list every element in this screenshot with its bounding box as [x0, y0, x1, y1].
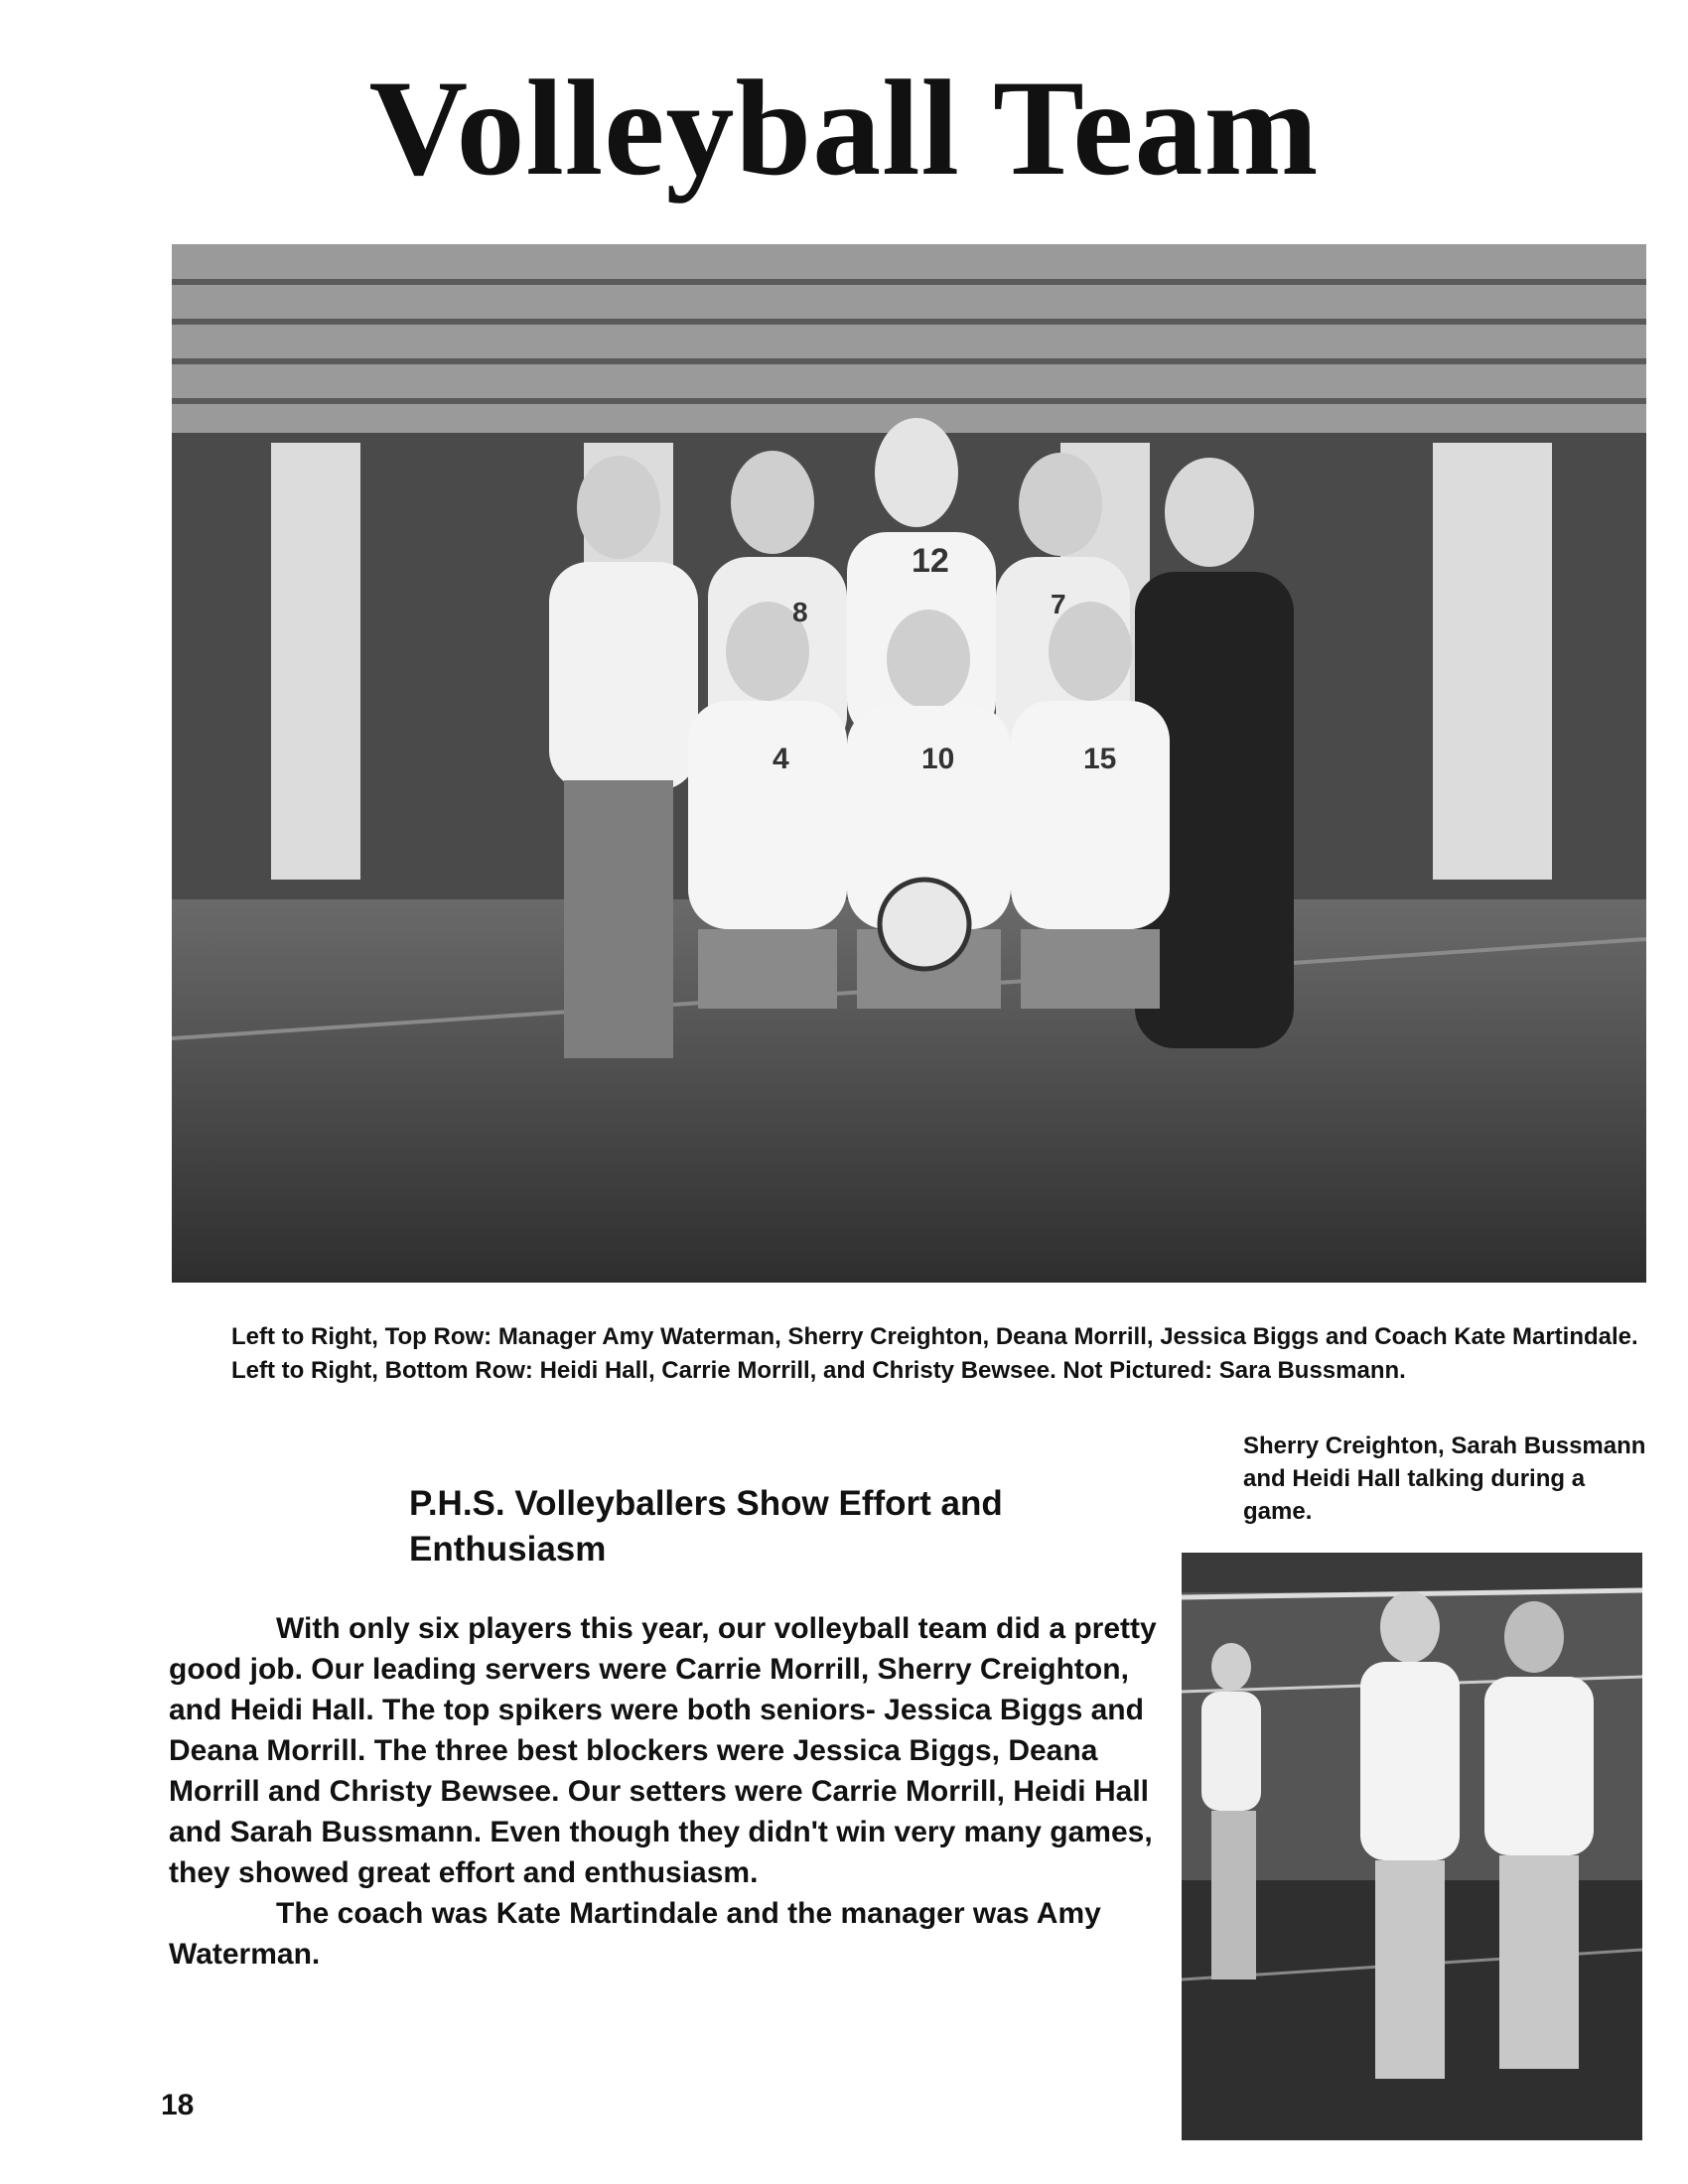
game-photo-caption: Sherry Creighton, Sarah Bussmann and Heidi Hall talking during a game.	[1243, 1433, 1646, 1525]
team-photo	[172, 244, 1646, 1283]
volleyball-icon	[880, 880, 969, 969]
game-photo	[1182, 1553, 1642, 2140]
front-row-figures	[688, 602, 1170, 1009]
article-body	[169, 1608, 1162, 1975]
game-photo-image	[1182, 1553, 1642, 2140]
jersey-number: 7	[1051, 589, 1066, 619]
article-paragraph: With only six players this year, our volleyball team did a pretty good job. Our leading servers were Carrie Morrill, Sherry Creighton, and Heidi Hall. The top spikers were both seniors- Jessica Biggs and Deana Morrill. The three best blockers were Jessica Biggs, Deana Morrill and Christy Bewsee. Our setters were Carrie Morrill, Heidi Hall and Sarah Bussmann. Even though they didn't win very many games, they showed great effort and enthusiasm.	[169, 1612, 1157, 1889]
team-photo-image	[172, 244, 1646, 1283]
team-photo-caption: Left to Right, Top Row: Manager Amy Waterman, Sherry Creighton, Deana Morrill, Jessica Biggs and Coach Kate Martindale. Left to Right, Bottom Row: Heidi Hall, Carrie Morrill, and Christy Bewsee. Not Pictured: Sara Bussmann.	[231, 1323, 1638, 1384]
page-title: Volleyball Team	[368, 52, 1320, 204]
bleachers	[172, 244, 1646, 433]
jersey-number: 10	[921, 743, 955, 775]
jersey-number: 4	[773, 743, 789, 775]
page-number: 18	[161, 2089, 195, 2121]
jersey-number: 15	[1083, 743, 1117, 775]
article-paragraph: The coach was Kate Martindale and the manager was Amy Waterman.	[169, 1897, 1101, 1971]
article-heading: P.H.S. Volleyballers Show Effort and Enthusiasm	[409, 1484, 1003, 1569]
jersey-number: 8	[792, 597, 808, 627]
jersey-number: 12	[912, 542, 949, 580]
